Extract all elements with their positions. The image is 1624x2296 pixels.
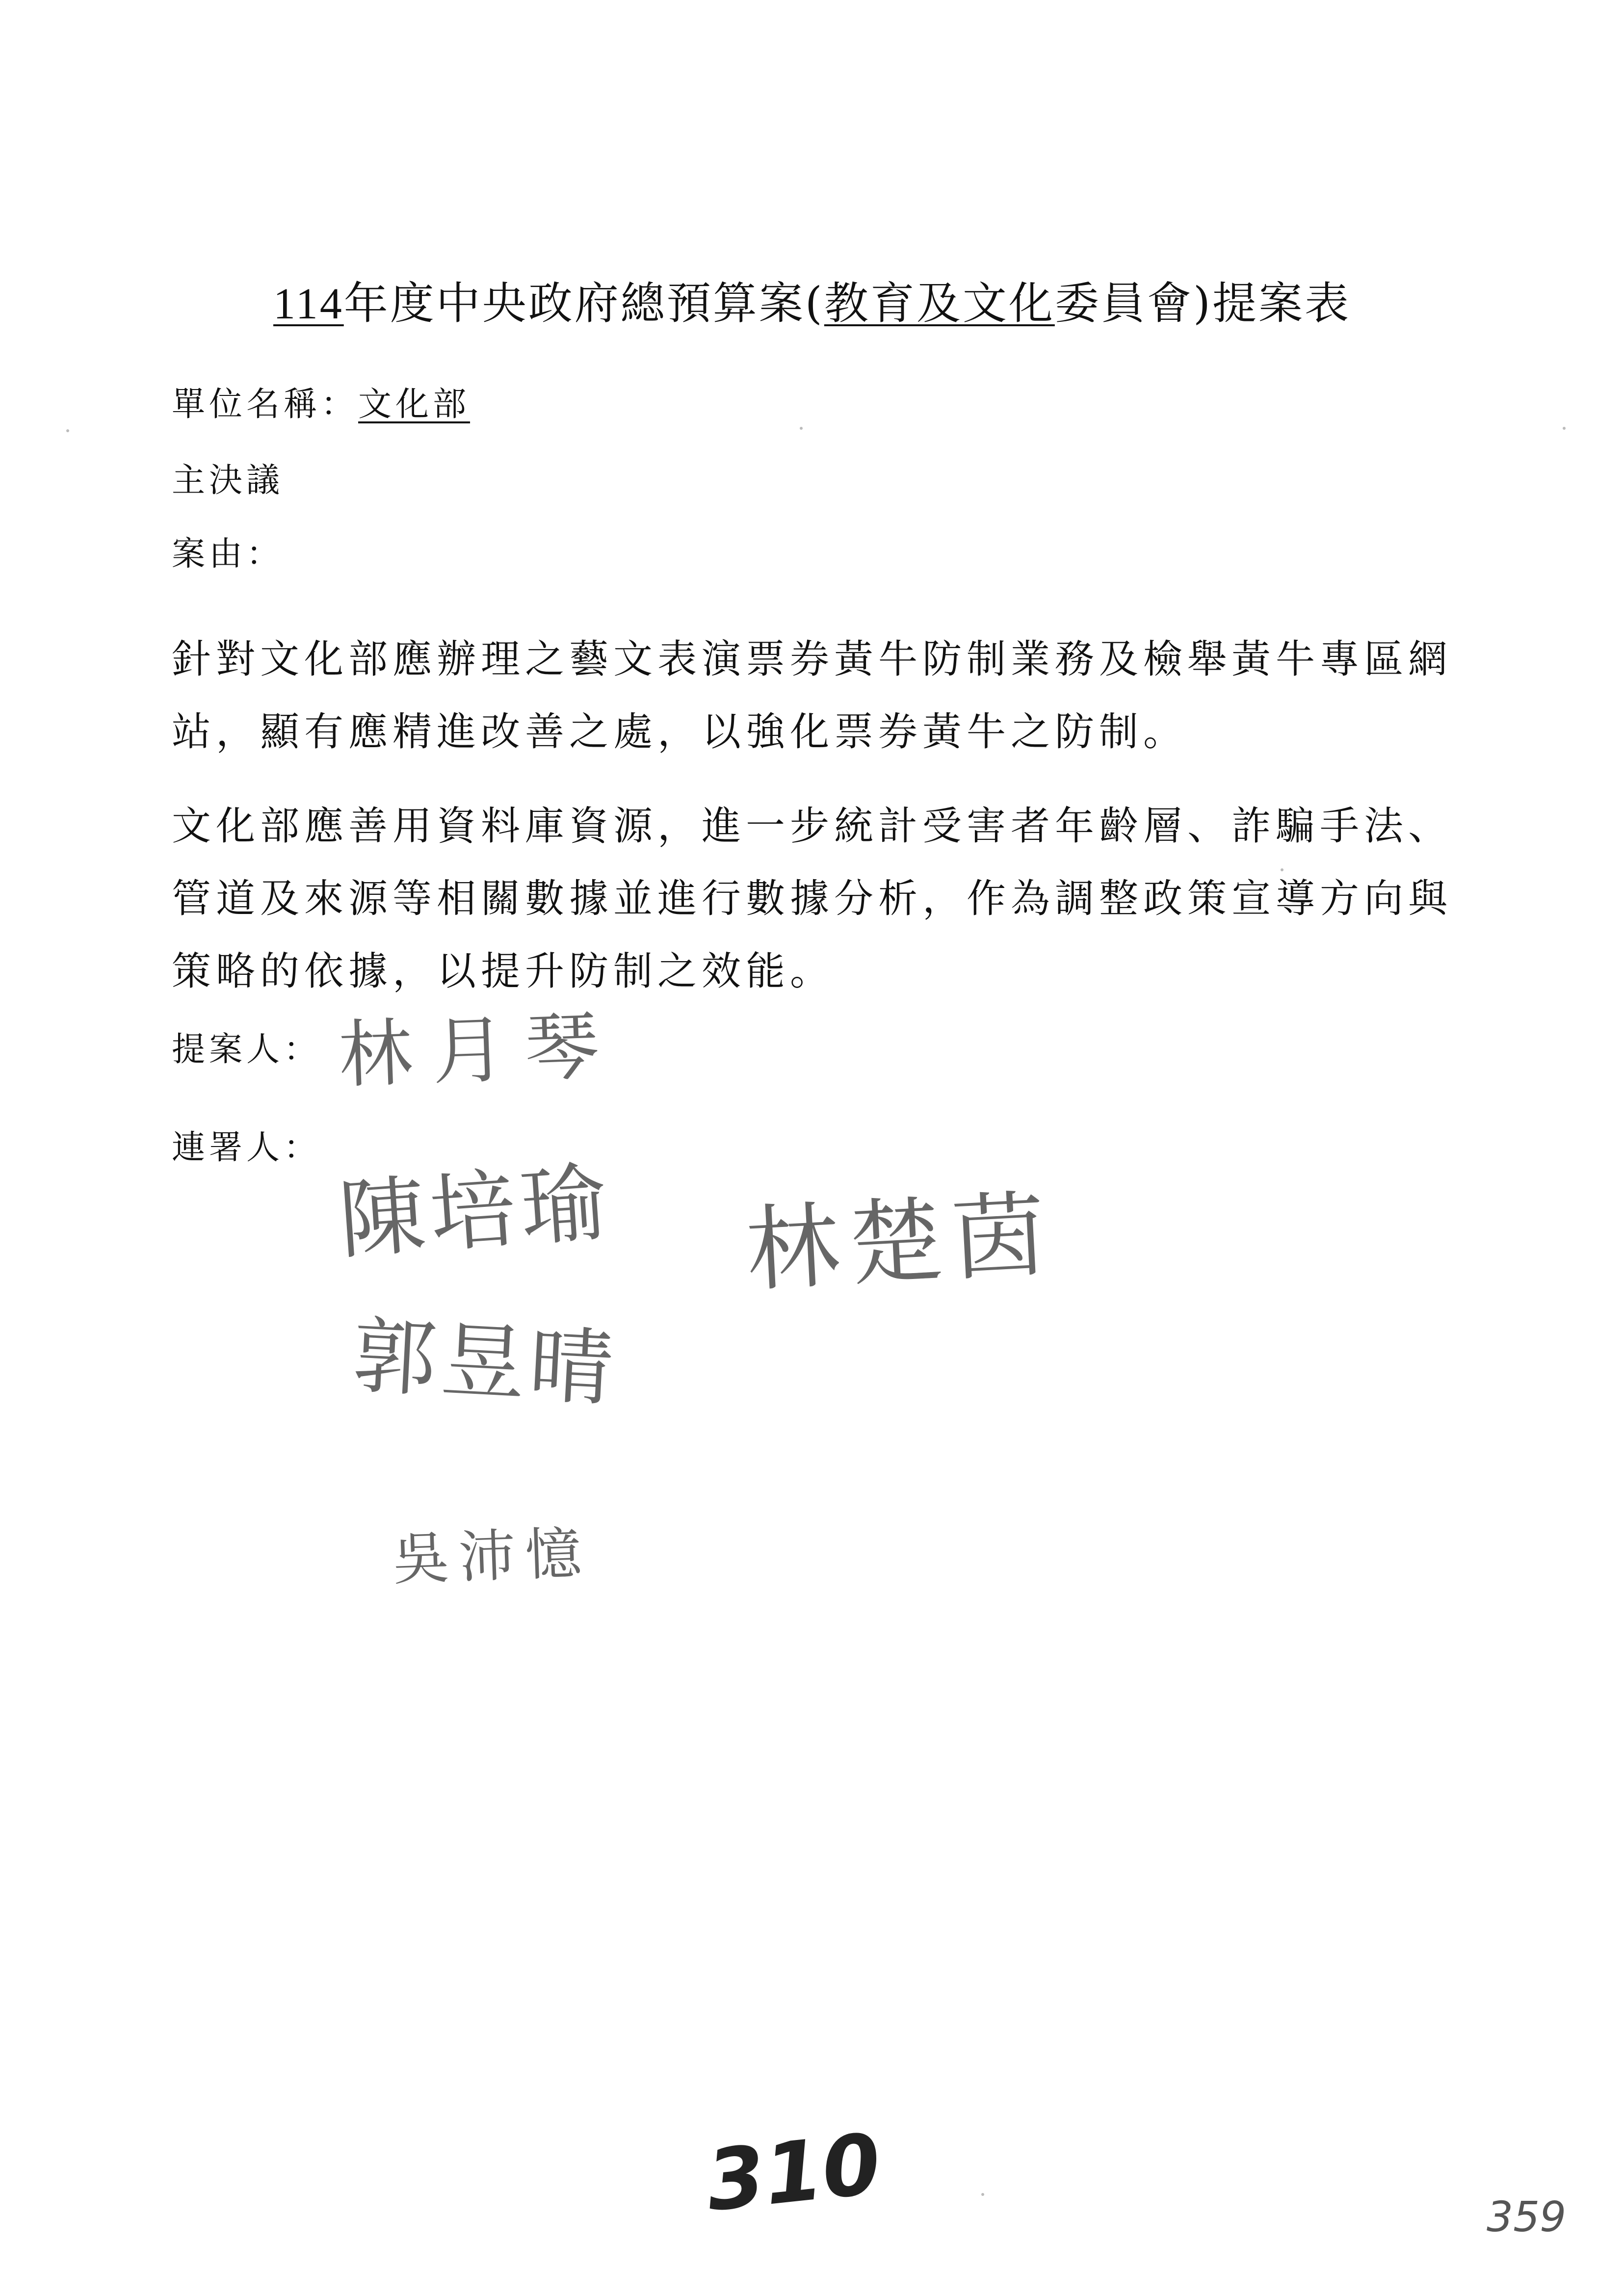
unit-label: 單位名稱： (172, 385, 359, 424)
reason-paragraph-2: 文化部應善用資料庫資源，進一步統計受害者年齡層、詐騙手法、管道及來源等相關數據並進行數據分析，作為調整政策宣導方向與策略的依據，以提升防制之效能。 (172, 803, 1452, 994)
cosigner-signature-2: 林楚茵 (743, 1180, 1058, 1305)
title-year: 114 (273, 280, 344, 328)
unit-line (172, 378, 470, 425)
unit-value: 文化部 (358, 385, 471, 424)
title-part-2: 委員會)提案表 (1054, 278, 1351, 329)
reason-label: 案由： (172, 535, 284, 574)
proposer-label: 提案人： (172, 1030, 321, 1069)
scan-speck (66, 429, 69, 432)
scan-speck (1563, 427, 1566, 430)
scan-speck (1281, 868, 1283, 871)
cosigner-signature-4: 吳沛憶 (392, 1520, 593, 1593)
reason-paragraph-1: 針對文化部應辦理之藝文表演票券黃牛防制業務及檢舉黃牛專區網站，顯有應精進改善之處，以強化票券黃牛之防制。 (172, 636, 1452, 755)
decision-label: 主決議 (172, 461, 284, 500)
scan-speck (981, 2193, 984, 2196)
cosigner-signature-3: 郭昱晴 (350, 1307, 621, 1418)
title-part-1: 年度中央政府總預算案( (343, 278, 824, 329)
proposer-signature: 林月琴 (337, 1003, 620, 1098)
cosigner-signature-1: 陳培瑜 (336, 1152, 615, 1272)
title-committee: 教育及文化 (824, 278, 1055, 329)
cosigner-label: 連署人： (172, 1128, 321, 1167)
scan-speck (800, 427, 803, 430)
handwritten-page-number: 310 (702, 2115, 886, 2231)
document-title (0, 267, 1624, 331)
corner-page-number: 359 (1487, 2193, 1567, 2242)
